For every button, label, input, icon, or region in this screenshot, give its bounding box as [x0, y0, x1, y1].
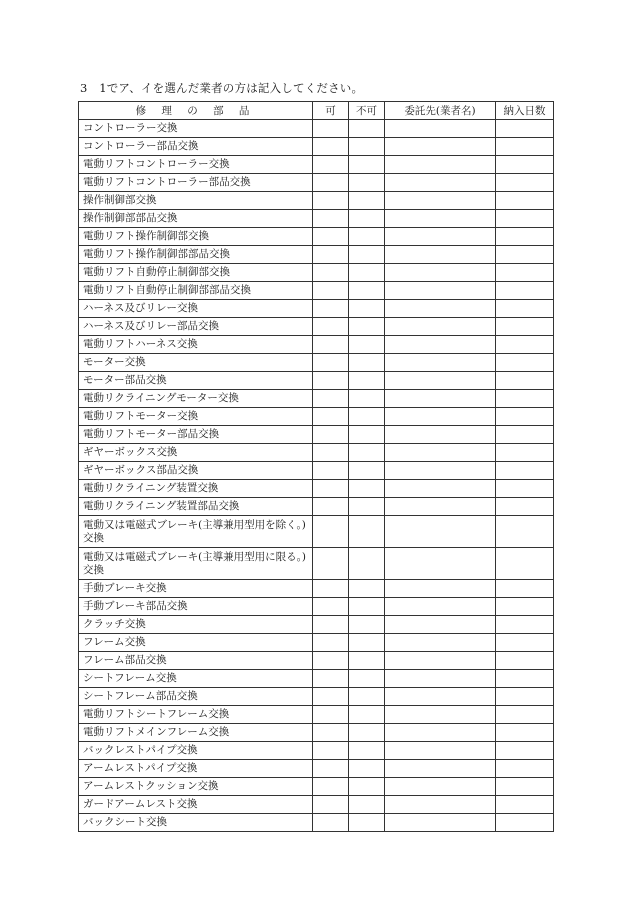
contractor-cell[interactable] [385, 652, 496, 670]
table-row [79, 120, 554, 138]
contractor-cell[interactable] [385, 156, 496, 174]
possible-cell[interactable] [313, 616, 349, 634]
possible-cell[interactable] [313, 516, 349, 548]
table-header-row [79, 102, 554, 120]
delivery-days-cell[interactable] [496, 498, 554, 516]
delivery-days-cell[interactable] [496, 300, 554, 318]
delivery-days-cell[interactable] [496, 138, 554, 156]
delivery-days-cell[interactable] [496, 814, 554, 832]
possible-cell[interactable] [313, 814, 349, 832]
repair-item-label: ハーネス及びリレー交換 [79, 300, 313, 318]
table-row [79, 354, 554, 372]
repair-item-label: 手動ブレーキ交換 [79, 580, 313, 598]
impossible-cell[interactable] [349, 548, 385, 580]
table-row [79, 498, 554, 516]
delivery-days-cell[interactable] [496, 120, 554, 138]
repair-parts-table [78, 101, 554, 832]
contractor-cell[interactable] [385, 580, 496, 598]
possible-cell[interactable] [313, 426, 349, 444]
table-row [79, 580, 554, 598]
table-row [79, 462, 554, 480]
impossible-cell[interactable] [349, 796, 385, 814]
delivery-days-cell[interactable] [496, 336, 554, 354]
delivery-days-cell[interactable] [496, 210, 554, 228]
repair-item-label: フレーム交換 [79, 634, 313, 652]
table-row [79, 318, 554, 336]
delivery-days-cell[interactable] [496, 156, 554, 174]
delivery-days-cell[interactable] [496, 390, 554, 408]
table-row [79, 210, 554, 228]
repair-item-label: 電動リフトメインフレーム交換 [79, 724, 313, 742]
possible-cell[interactable] [313, 634, 349, 652]
impossible-cell[interactable] [349, 598, 385, 616]
repair-item-label: モーター部品交換 [79, 372, 313, 390]
delivery-days-cell[interactable] [496, 724, 554, 742]
impossible-cell[interactable] [349, 210, 385, 228]
possible-cell[interactable] [313, 652, 349, 670]
repair-item-label: 電動リフト操作制御部交換 [79, 228, 313, 246]
impossible-cell[interactable] [349, 652, 385, 670]
repair-item-label: 電動リフトシートフレーム交換 [79, 706, 313, 724]
table-row [79, 742, 554, 760]
repair-item-label: コントローラー部品交換 [79, 138, 313, 156]
contractor-cell[interactable] [385, 688, 496, 706]
impossible-cell[interactable] [349, 742, 385, 760]
table-row [79, 372, 554, 390]
possible-cell[interactable] [313, 174, 349, 192]
repair-item-label: 電動リフトモーター部品交換 [79, 426, 313, 444]
contractor-cell[interactable] [385, 706, 496, 724]
contractor-cell[interactable] [385, 724, 496, 742]
contractor-cell[interactable] [385, 426, 496, 444]
repair-item-label: ギヤーボックス交換 [79, 444, 313, 462]
table-row [79, 480, 554, 498]
impossible-cell[interactable] [349, 498, 385, 516]
delivery-days-cell[interactable] [496, 228, 554, 246]
repair-item-label: 電動リフトモーター交換 [79, 408, 313, 426]
contractor-cell[interactable] [385, 300, 496, 318]
delivery-days-cell[interactable] [496, 778, 554, 796]
contractor-cell[interactable] [385, 444, 496, 462]
delivery-days-cell[interactable] [496, 580, 554, 598]
table-row [79, 598, 554, 616]
contractor-cell[interactable] [385, 814, 496, 832]
table-row [79, 706, 554, 724]
table-row [79, 616, 554, 634]
delivery-days-cell[interactable] [496, 264, 554, 282]
possible-cell[interactable] [313, 318, 349, 336]
impossible-cell[interactable] [349, 354, 385, 372]
contractor-cell[interactable] [385, 760, 496, 778]
repair-item-label: ハーネス及びリレー部品交換 [79, 318, 313, 336]
possible-cell[interactable] [313, 462, 349, 480]
table-row [79, 670, 554, 688]
contractor-cell[interactable] [385, 228, 496, 246]
table-row [79, 814, 554, 832]
impossible-cell[interactable] [349, 778, 385, 796]
repair-item-label: フレーム部品交換 [79, 652, 313, 670]
contractor-cell[interactable] [385, 498, 496, 516]
repair-item-label: 電動リフトハーネス交換 [79, 336, 313, 354]
impossible-cell[interactable] [349, 156, 385, 174]
possible-cell[interactable] [313, 264, 349, 282]
impossible-cell[interactable] [349, 516, 385, 548]
repair-item-label: 電動又は電磁式ブレーキ(主導兼用型用を除く。)交換 [79, 516, 313, 548]
contractor-cell[interactable] [385, 742, 496, 760]
delivery-days-cell[interactable] [496, 480, 554, 498]
delivery-days-cell[interactable] [496, 444, 554, 462]
repair-item-label: 電動リクライニング装置部品交換 [79, 498, 313, 516]
col-header-impossible: 不可 [349, 102, 385, 120]
delivery-days-cell[interactable] [496, 282, 554, 300]
contractor-cell[interactable] [385, 796, 496, 814]
repair-item-label: アームレストパイプ交換 [79, 760, 313, 778]
contractor-cell[interactable] [385, 516, 496, 548]
possible-cell[interactable] [313, 580, 349, 598]
table-row [79, 778, 554, 796]
section-heading: 3 1でア、イを選んだ業者の方は記入してください。 [80, 81, 364, 95]
possible-cell[interactable] [313, 210, 349, 228]
impossible-cell[interactable] [349, 760, 385, 778]
impossible-cell[interactable] [349, 264, 385, 282]
table-row [79, 174, 554, 192]
repair-item-label: 手動ブレーキ部品交換 [79, 598, 313, 616]
impossible-cell[interactable] [349, 444, 385, 462]
impossible-cell[interactable] [349, 282, 385, 300]
delivery-days-cell[interactable] [496, 516, 554, 548]
contractor-cell[interactable] [385, 354, 496, 372]
table-row [79, 264, 554, 282]
delivery-days-cell[interactable] [496, 354, 554, 372]
contractor-cell[interactable] [385, 778, 496, 796]
delivery-days-cell[interactable] [496, 652, 554, 670]
possible-cell[interactable] [313, 246, 349, 264]
table-body [79, 120, 554, 832]
repair-item-label: ギヤーボックス部品交換 [79, 462, 313, 480]
repair-item-label: 電動リフトコントローラー部品交換 [79, 174, 313, 192]
table-row [79, 282, 554, 300]
possible-cell[interactable] [313, 670, 349, 688]
repair-item-label: 操作制御部部品交換 [79, 210, 313, 228]
delivery-days-cell[interactable] [496, 760, 554, 778]
repair-item-label: 電動リフト操作制御部部品交換 [79, 246, 313, 264]
col-header-item: 修 理 の 部 品 [79, 102, 313, 120]
impossible-cell[interactable] [349, 688, 385, 706]
repair-item-label: 電動リクライニングモーター交換 [79, 390, 313, 408]
contractor-cell[interactable] [385, 318, 496, 336]
contractor-cell[interactable] [385, 372, 496, 390]
impossible-cell[interactable] [349, 318, 385, 336]
repair-item-label: 電動又は電磁式ブレーキ(主導兼用型用に限る。)交換 [79, 548, 313, 580]
contractor-cell[interactable] [385, 282, 496, 300]
possible-cell[interactable] [313, 336, 349, 354]
impossible-cell[interactable] [349, 300, 385, 318]
contractor-cell[interactable] [385, 408, 496, 426]
contractor-cell[interactable] [385, 120, 496, 138]
table-row [79, 516, 554, 548]
col-header-contractor: 委託先(業者名) [385, 102, 496, 120]
delivery-days-cell[interactable] [496, 372, 554, 390]
repair-item-label: コントローラー交換 [79, 120, 313, 138]
impossible-cell[interactable] [349, 228, 385, 246]
possible-cell[interactable] [313, 300, 349, 318]
impossible-cell[interactable] [349, 138, 385, 156]
table-row [79, 652, 554, 670]
repair-item-label: 電動リクライニング装置交換 [79, 480, 313, 498]
possible-cell[interactable] [313, 498, 349, 516]
contractor-cell[interactable] [385, 480, 496, 498]
delivery-days-cell[interactable] [496, 246, 554, 264]
table-row [79, 688, 554, 706]
possible-cell[interactable] [313, 796, 349, 814]
table-row [79, 228, 554, 246]
table-row [79, 548, 554, 580]
table-row [79, 724, 554, 742]
table-row [79, 426, 554, 444]
table-row [79, 760, 554, 778]
possible-cell[interactable] [313, 192, 349, 210]
possible-cell[interactable] [313, 778, 349, 796]
impossible-cell[interactable] [349, 336, 385, 354]
table-row [79, 444, 554, 462]
possible-cell[interactable] [313, 548, 349, 580]
contractor-cell[interactable] [385, 264, 496, 282]
delivery-days-cell[interactable] [496, 192, 554, 210]
col-header-delivery-days: 納入日数 [496, 102, 554, 120]
possible-cell[interactable] [313, 760, 349, 778]
repair-item-label: 電動リフト自動停止制御部交換 [79, 264, 313, 282]
contractor-cell[interactable] [385, 598, 496, 616]
delivery-days-cell[interactable] [496, 796, 554, 814]
delivery-days-cell[interactable] [496, 462, 554, 480]
delivery-days-cell[interactable] [496, 634, 554, 652]
possible-cell[interactable] [313, 408, 349, 426]
repair-item-label: 操作制御部交換 [79, 192, 313, 210]
possible-cell[interactable] [313, 742, 349, 760]
impossible-cell[interactable] [349, 174, 385, 192]
impossible-cell[interactable] [349, 706, 385, 724]
contractor-cell[interactable] [385, 634, 496, 652]
delivery-days-cell[interactable] [496, 616, 554, 634]
contractor-cell[interactable] [385, 670, 496, 688]
impossible-cell[interactable] [349, 192, 385, 210]
impossible-cell[interactable] [349, 246, 385, 264]
table-row [79, 634, 554, 652]
repair-item-label: 電動リフト自動停止制御部部品交換 [79, 282, 313, 300]
delivery-days-cell[interactable] [496, 670, 554, 688]
delivery-days-cell[interactable] [496, 688, 554, 706]
possible-cell[interactable] [313, 480, 349, 498]
repair-item-label: 電動リフトコントローラー交換 [79, 156, 313, 174]
impossible-cell[interactable] [349, 462, 385, 480]
table-row [79, 336, 554, 354]
possible-cell[interactable] [313, 598, 349, 616]
impossible-cell[interactable] [349, 480, 385, 498]
table-row [79, 192, 554, 210]
contractor-cell[interactable] [385, 336, 496, 354]
possible-cell[interactable] [313, 354, 349, 372]
delivery-days-cell[interactable] [496, 742, 554, 760]
contractor-cell[interactable] [385, 462, 496, 480]
repair-item-label: モーター交換 [79, 354, 313, 372]
delivery-days-cell[interactable] [496, 318, 554, 336]
impossible-cell[interactable] [349, 634, 385, 652]
impossible-cell[interactable] [349, 408, 385, 426]
delivery-days-cell[interactable] [496, 408, 554, 426]
impossible-cell[interactable] [349, 616, 385, 634]
table-row [79, 408, 554, 426]
repair-item-label: アームレストクッション交換 [79, 778, 313, 796]
impossible-cell[interactable] [349, 580, 385, 598]
repair-item-label: シートフレーム部品交換 [79, 688, 313, 706]
possible-cell[interactable] [313, 444, 349, 462]
contractor-cell[interactable] [385, 246, 496, 264]
contractor-cell[interactable] [385, 138, 496, 156]
repair-item-label: シートフレーム交換 [79, 670, 313, 688]
contractor-cell[interactable] [385, 192, 496, 210]
impossible-cell[interactable] [349, 120, 385, 138]
contractor-cell[interactable] [385, 616, 496, 634]
impossible-cell[interactable] [349, 670, 385, 688]
repair-item-label: ガードアームレスト交換 [79, 796, 313, 814]
possible-cell[interactable] [313, 156, 349, 174]
possible-cell[interactable] [313, 138, 349, 156]
repair-item-label: クラッチ交換 [79, 616, 313, 634]
impossible-cell[interactable] [349, 724, 385, 742]
contractor-cell[interactable] [385, 174, 496, 192]
table-row [79, 156, 554, 174]
possible-cell[interactable] [313, 390, 349, 408]
contractor-cell[interactable] [385, 548, 496, 580]
delivery-days-cell[interactable] [496, 174, 554, 192]
delivery-days-cell[interactable] [496, 548, 554, 580]
table-row [79, 138, 554, 156]
possible-cell[interactable] [313, 724, 349, 742]
possible-cell[interactable] [313, 688, 349, 706]
possible-cell[interactable] [313, 372, 349, 390]
possible-cell[interactable] [313, 282, 349, 300]
possible-cell[interactable] [313, 120, 349, 138]
delivery-days-cell[interactable] [496, 426, 554, 444]
table-row [79, 300, 554, 318]
repair-item-label: バックシート交換 [79, 814, 313, 832]
contractor-cell[interactable] [385, 390, 496, 408]
possible-cell[interactable] [313, 706, 349, 724]
impossible-cell[interactable] [349, 372, 385, 390]
col-header-possible: 可 [313, 102, 349, 120]
contractor-cell[interactable] [385, 210, 496, 228]
table-row [79, 390, 554, 408]
repair-item-label: バックレストパイプ交換 [79, 742, 313, 760]
possible-cell[interactable] [313, 228, 349, 246]
impossible-cell[interactable] [349, 426, 385, 444]
impossible-cell[interactable] [349, 814, 385, 832]
impossible-cell[interactable] [349, 390, 385, 408]
table-row [79, 246, 554, 264]
table-row [79, 796, 554, 814]
delivery-days-cell[interactable] [496, 706, 554, 724]
delivery-days-cell[interactable] [496, 598, 554, 616]
